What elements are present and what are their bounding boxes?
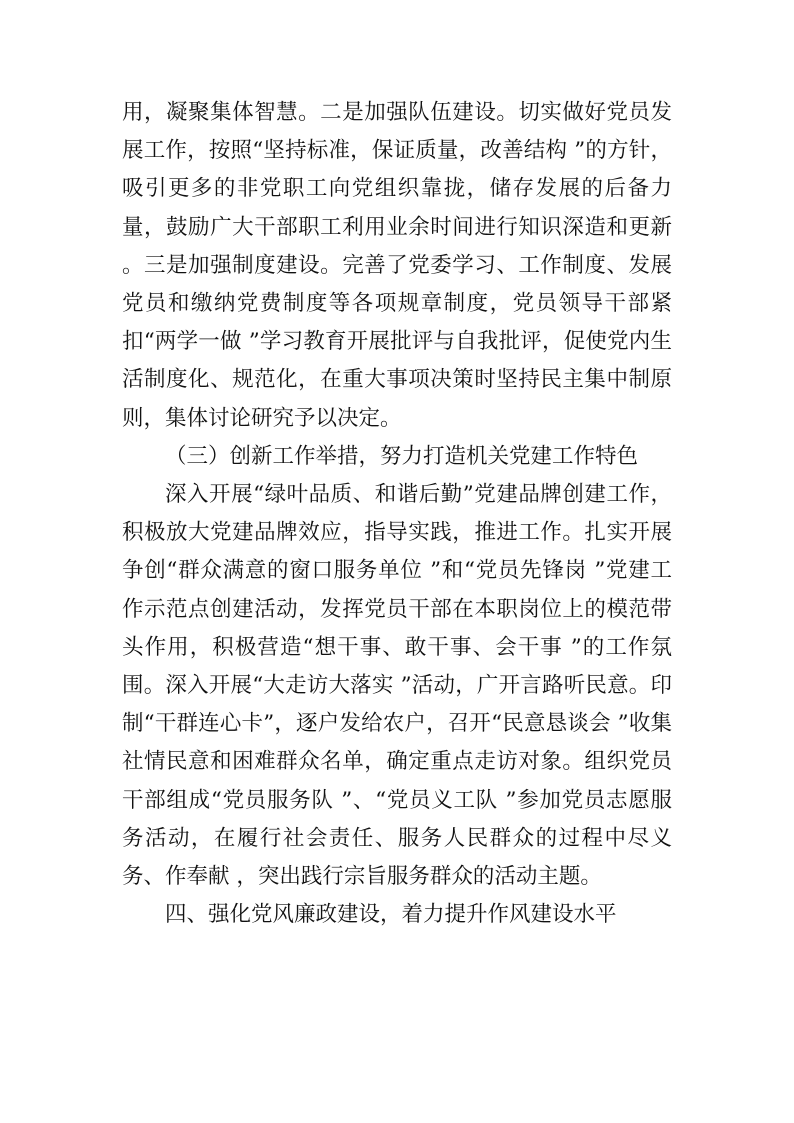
paragraph-team-and-system-building: 用，凝聚集体智慧。二是加强队伍建设。切实做好党员发展工作，按照“坚持标准，保证质量，改善结构 ”的方针，吸引更多的非党职工向党组织靠拢，储存发展的后备力量，鼓励广大干部职工利用业余时间进行知识深造和更新 。三是加强制度建设。完善了党委学习、工作制度、发展党员和缴纳党费制度等各项规章制度，党员领导干部紧扣“两学一做 ”学习教育开展批评与自我批评，促使党内生活制度化、规范化，在重大事项决策时坚持民主集中制原则，集体讨论研究予以决定。 [122,100,672,431]
paragraph-party-brand-activities: 深入开展“绿叶品质、和谐后勤”党建品牌创建工作，积极放大党建品牌效应，指导实践，推进工作。扎实开展争创“群众满意的窗口服务单位 ”和“党员先锋岗 ”党建工作示范点创建活动，发挥党员干部在本职岗位上的模范带头作用，积极营造“想干事、敢干事、会干事 ”的工作氛围。深入开展“大走访大落实 ”活动，广开言路听民意。印制“干群连心卡”，逐户发给农户，召开“民意恳谈会 ”收集社情民意和困难群众名单，确定重点走访对象。组织党员干部组成“党员服务队 ”、“党员义工队 ”参加党员志愿服务活动，在履行社会责任、服务人民群众的过程中尽义务、作奉献 ，突出践行宗旨服务群众的活动主题。 [122,482,672,890]
section-heading-integrity: 四、强化党风廉政建设，着力提升作风建设水平 [165,902,617,928]
document-body [122,94,672,934]
section-heading-innovation: （三）创新工作举措，努力打造机关党建工作特色 [165,443,639,469]
